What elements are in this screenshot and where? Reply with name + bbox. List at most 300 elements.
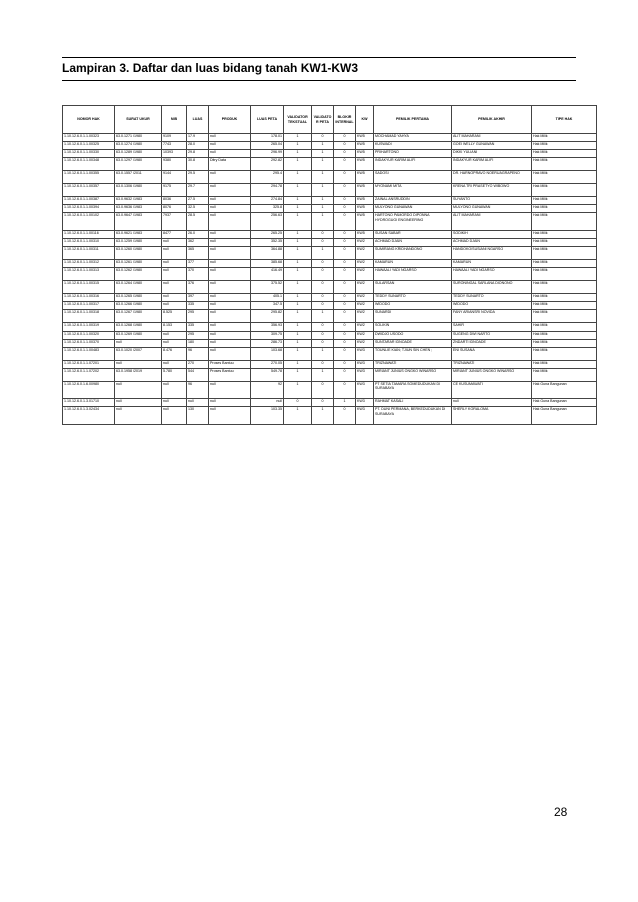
table-cell: 375.52 — [251, 281, 284, 294]
table-cell: SUNARDI — [374, 310, 452, 323]
table-cell: 1 — [284, 268, 312, 281]
table-cell: 1 — [284, 205, 312, 213]
table-cell: 1 — [312, 197, 334, 205]
table-cell: MIRIANT JUNIUS ONGKO WINARSO — [452, 368, 532, 381]
table-cell: KRENA TRI PRASETYO WIBOWO — [452, 184, 532, 197]
table-cell: 0 — [334, 239, 356, 247]
table-cell: null — [162, 294, 187, 302]
table-cell: Hak Milik — [532, 294, 597, 302]
table-cell: 296.99 — [251, 150, 284, 158]
table-cell: null — [209, 134, 251, 142]
table-cell: KW5 — [356, 171, 374, 184]
table-cell: 0 — [312, 302, 334, 310]
table-cell: 1.10.12.6.0.1.1.00317 — [63, 302, 115, 310]
table-cell: 63.0.1267 /1980 — [115, 310, 162, 323]
table-cell: 0 — [312, 260, 334, 268]
table-cell: 274.84 — [251, 197, 284, 205]
table-cell: 1 — [312, 142, 334, 150]
table-cell: KW3 — [356, 347, 374, 360]
table-cell: HAWAALI YADI NGARSO — [374, 268, 452, 281]
table-cell: 10393 — [162, 150, 187, 158]
table-cell: SAHIR — [452, 323, 532, 331]
table-cell: 309.75 — [251, 331, 284, 339]
column-header: NIB — [162, 106, 187, 134]
column-header: TIPE HAK — [532, 106, 597, 134]
table-cell: 63.0.1265 /1980 — [115, 294, 162, 302]
table-cell: Hak Milik — [532, 302, 597, 310]
table-cell: WIDODO — [374, 302, 452, 310]
table-cell: 0 — [312, 399, 334, 407]
column-header: PEMILIK PERTAMA — [374, 106, 452, 134]
table-cell: PT. DUNI PERMANA, BERKEDUDUKAN DI SURABAYA — [374, 407, 452, 425]
table-cell: 0 — [334, 230, 356, 238]
table-cell: 0 — [334, 184, 356, 197]
table-cell: ACHMAD DJAIN — [374, 239, 452, 247]
table-cell: 265.25 — [251, 230, 284, 238]
table-cell: Hak Milik — [532, 347, 597, 360]
table-cell: null — [209, 184, 251, 197]
table-cell: 0 — [334, 158, 356, 171]
table-cell: Hak Milik — [532, 171, 597, 184]
table-cell: 1 — [284, 294, 312, 302]
table-cell: 0 — [334, 407, 356, 425]
table-cell: 28.0 — [187, 142, 209, 150]
table-cell: 335 — [187, 302, 209, 310]
table-cell: MULYONO GUNAWAN — [374, 205, 452, 213]
table-cell: ACHMAD DJAIN — [452, 239, 532, 247]
table-cell: 63.0.1297 /1980 — [115, 158, 162, 171]
table-cell: Proses Bantuu — [209, 360, 251, 368]
table-cell: 63.0.1262 /1980 — [115, 268, 162, 281]
table-cell: 1 — [284, 281, 312, 294]
table-cell: null — [115, 381, 162, 399]
table-cell: 1.10.12.6.0.1.1.00312 — [63, 260, 115, 268]
table-cell: 1 — [284, 323, 312, 331]
table-cell: Hak Guna Bangunan — [532, 399, 597, 407]
table-cell: 1 — [284, 302, 312, 310]
table-cell: 397 — [187, 294, 209, 302]
table-cell: HANDOKO/SUSIANI NGARSO — [452, 247, 532, 260]
table-cell: 0 — [334, 360, 356, 368]
table-cell: 63.0.1274 /1980 — [115, 142, 162, 150]
table-cell: 1.10.12.6.0.1.6.00980 — [63, 381, 115, 399]
table-cell: 8076 — [162, 205, 187, 213]
table-cell: 294.78 — [251, 184, 284, 197]
table-cell: 103.68 — [251, 347, 284, 360]
table-cell: KW2 — [356, 294, 374, 302]
column-header: NOMOR HAK — [63, 106, 115, 134]
table-cell: TEDDY SUNARTO — [452, 294, 532, 302]
table-cell: TRIZNAWATI — [374, 360, 452, 368]
table-cell: 0 — [334, 331, 356, 339]
table-cell: Hak Milik — [532, 268, 597, 281]
table-cell: KAMARUN — [374, 260, 452, 268]
table-cell: null — [162, 360, 187, 368]
table-cell: 1 — [284, 407, 312, 425]
table-cell: null — [209, 331, 251, 339]
table-cell: 1.10.12.6.0.1.1.00330 — [63, 150, 115, 158]
table-row — [63, 184, 597, 197]
table-cell: 28.5 — [187, 213, 209, 231]
table-cell: null — [209, 171, 251, 184]
table-cell: 270 — [187, 360, 209, 368]
table-cell: KW2 — [356, 260, 374, 268]
table-cell: 347.5 — [251, 302, 284, 310]
table-cell: 1.10.12.6.0.1.1.00316 — [63, 294, 115, 302]
table-cell: 0 — [334, 310, 356, 323]
table-cell: 0 — [312, 360, 334, 368]
table-cell: ZAINAL ANSRUDDIN — [374, 197, 452, 205]
table-cell: KW2 — [356, 302, 374, 310]
table-cell: 17.9 — [187, 134, 209, 142]
table-cell: TEDDY SUNARTO — [374, 294, 452, 302]
table-row — [63, 323, 597, 331]
table-cell: 295 — [187, 331, 209, 339]
table-cell: 0 — [312, 230, 334, 238]
table-cell: KW2 — [356, 310, 374, 323]
table-cell: 1.10.12.6.0.1.1.00387 — [63, 197, 115, 205]
table-cell: KW5 — [356, 142, 374, 150]
table-cell: 1 — [284, 142, 312, 150]
table-cell: 1.10.12.6.0.1.1.07201 — [63, 360, 115, 368]
land-parcel-table — [62, 105, 597, 425]
table-cell: 0 — [334, 142, 356, 150]
table-cell: 0 — [312, 294, 334, 302]
title-rule-top — [62, 57, 576, 58]
table-cell: 405.1 — [251, 294, 284, 302]
table-cell: DR. HARNOPRAVO NOERUAGRAPENO — [452, 171, 532, 184]
table-cell: 0 — [334, 302, 356, 310]
table-cell: 1.10.12.6.0.1.3.02434 — [63, 407, 115, 425]
column-header: KW — [356, 106, 374, 134]
table-row — [63, 260, 597, 268]
table-cell: null — [187, 399, 209, 407]
table-cell: SOLIKIN — [374, 323, 452, 331]
table-cell: PT SETIA TAMARA SOMEDUDUKAN DI SURABAYA — [374, 381, 452, 399]
table-cell: 370 — [187, 268, 209, 281]
table-cell: 1.10.12.6.0.1.1.00318 — [63, 310, 115, 323]
table-cell: 1 — [312, 310, 334, 323]
table-cell: 1 — [312, 150, 334, 158]
table-cell: 29.5 — [187, 171, 209, 184]
column-header: SURAT UKUR — [115, 106, 162, 134]
table-cell: 63.0.1268 /1980 — [115, 323, 162, 331]
table-cell: 1.10.12.6.0.1.1.00310 — [63, 239, 115, 247]
table-cell: 1 — [284, 184, 312, 197]
table-cell: HAWAALI YADI NGARSO — [452, 268, 532, 281]
table-cell: null — [115, 399, 162, 407]
table-row — [63, 150, 597, 158]
table-cell: Hak Milik — [532, 360, 597, 368]
table-cell: Hak Milik — [532, 239, 597, 247]
table-cell: 9380 — [162, 158, 187, 171]
table-cell: Hak Milik — [532, 339, 597, 347]
table-cell: 1 — [284, 360, 312, 368]
table-cell: 270.05 — [251, 360, 284, 368]
table-cell: SUYANTO — [452, 197, 532, 205]
table-cell: 9144 — [162, 171, 187, 184]
table-cell: TOUNLIE KIAN; TJIUN SIN CHEN ; — [374, 347, 452, 360]
table-cell: 1 — [284, 230, 312, 238]
table-cell: 1 — [284, 339, 312, 347]
table-cell: KW5 — [356, 197, 374, 205]
table-cell: 30.8 — [187, 158, 209, 171]
table-cell: null — [115, 360, 162, 368]
table-cell: SULARSAN — [374, 281, 452, 294]
table-cell: 1.10.12.6.0.1.1.00323 — [63, 134, 115, 142]
table-cell: Hak Milik — [532, 247, 597, 260]
table-cell: FANY ARIANSRI NOVIDA — [452, 310, 532, 323]
table-cell: KW5 — [356, 213, 374, 231]
table-cell: 63.0.1557 /2011 — [115, 171, 162, 184]
table-cell: null — [209, 407, 251, 425]
table-cell: 0 — [334, 260, 356, 268]
table-cell: 1 — [334, 399, 356, 407]
table-cell: SHERLY KORALOMA — [452, 407, 532, 425]
table-cell: 1.10.12.6.0.1.1.00355 — [63, 171, 115, 184]
table-cell: Ditry Data — [209, 158, 251, 171]
table-cell: null — [209, 213, 251, 231]
table-cell: 1 — [312, 205, 334, 213]
table-cell: 416.49 — [251, 268, 284, 281]
table-cell: KW5 — [356, 230, 374, 238]
table-cell: 295 — [187, 310, 209, 323]
table-cell: ALIT MAHARANI — [452, 213, 532, 231]
table-cell: 63.0.1020 /2007 — [115, 347, 162, 360]
table-cell: MYONAMI MITA — [374, 184, 452, 197]
table-cell: 1.10.12.6.0.1.1.00319 — [63, 323, 115, 331]
table-cell: KW3 — [356, 407, 374, 425]
table-cell: 385.68 — [251, 260, 284, 268]
table-cell: 0 — [334, 197, 356, 205]
table-cell: GOEI WELLY GUNAWAN — [452, 142, 532, 150]
table-cell: 0 — [312, 134, 334, 142]
table-cell: 92 — [251, 381, 284, 399]
table-cell: 8477 — [162, 230, 187, 238]
table-cell: null — [162, 268, 187, 281]
table-cell: Hak Milik — [532, 197, 597, 205]
table-cell: 0 — [312, 323, 334, 331]
table-cell: ENI SUSANA — [452, 347, 532, 360]
table-cell: DIKKI YULIANI — [452, 150, 532, 158]
table-cell: 26.0 — [187, 230, 209, 238]
table-cell: 0 — [312, 331, 334, 339]
table-cell: 0 — [334, 213, 356, 231]
table-cell: HARTONO PAMORDO DIPONNA HYDROGUGI ENGINEERING — [374, 213, 452, 231]
column-header: VALIDATOR PETA — [312, 106, 334, 134]
table-cell: null — [209, 247, 251, 260]
table-cell: INDAKYUR KARIM ALIFI — [374, 158, 452, 171]
column-header: LUAS PETA — [251, 106, 284, 134]
table-cell: KW5 — [356, 205, 374, 213]
table-row — [63, 407, 597, 425]
table-cell: Hak Milik — [532, 213, 597, 231]
table-cell: 63.0.1269 /1980 — [115, 331, 162, 339]
table-cell: 63.0.9632 /1983 — [115, 197, 162, 205]
table-cell: null — [162, 399, 187, 407]
table-body — [63, 134, 597, 425]
table-cell: KW2 — [356, 331, 374, 339]
table-cell: 0 — [334, 205, 356, 213]
table-cell: 0 — [312, 268, 334, 281]
table-cell: 0 — [284, 399, 312, 407]
table-cell: null — [209, 339, 251, 347]
table-cell: SADOSI — [374, 171, 452, 184]
table-cell: 0 — [334, 323, 356, 331]
table-row — [63, 347, 597, 360]
table-cell: Hak Milik — [532, 184, 597, 197]
table-cell: null — [209, 150, 251, 158]
table-cell: Hak Milik — [532, 310, 597, 323]
table-cell: 0 — [334, 134, 356, 142]
table-cell: 0 — [334, 347, 356, 360]
table-cell: 1.10.12.6.0.1.1.00370 — [63, 339, 115, 347]
table-cell: 1 — [284, 381, 312, 399]
table-cell: 1.10.12.6.0.1.1.00102 — [63, 213, 115, 231]
table-cell: PRIHARTONO — [374, 150, 452, 158]
table-cell: KW2 — [356, 239, 374, 247]
table-cell: 0 — [334, 247, 356, 260]
table-cell: null — [115, 339, 162, 347]
table-cell: null — [209, 197, 251, 205]
table-cell: KW2 — [356, 281, 374, 294]
table-cell: null — [209, 281, 251, 294]
table-cell: 29.8 — [187, 150, 209, 158]
table-cell: SUSAN SABAR — [374, 230, 452, 238]
table-cell: 63.0.9621 /1983 — [115, 230, 162, 238]
title-rule-bottom — [62, 80, 576, 81]
table-cell: 544 — [187, 368, 209, 381]
table-cell: null — [162, 239, 187, 247]
table-cell: null — [162, 339, 187, 347]
table-cell: KW2 — [356, 268, 374, 281]
table-cell: 549.78 — [251, 368, 284, 381]
table-cell: null — [209, 302, 251, 310]
table-cell: KW3 — [356, 381, 374, 399]
table-cell: 180 — [187, 339, 209, 347]
table-cell: 8.476 — [162, 347, 187, 360]
table-cell: 5.780 — [162, 368, 187, 381]
table-row — [63, 158, 597, 171]
table-cell: 1.10.12.6.0.1.1.00325 — [63, 142, 115, 150]
table-cell: 295.82 — [251, 310, 284, 323]
table-cell: 1 — [312, 213, 334, 231]
table-row — [63, 399, 597, 407]
page-title: Lampiran 3. Daftar dan luas bidang tanah KW1-KW3 — [62, 61, 359, 75]
table-cell: 1 — [284, 134, 312, 142]
table-cell: KUSWADI — [374, 142, 452, 150]
table-cell: 295.4 — [251, 171, 284, 184]
table-cell: 96 — [187, 381, 209, 399]
table-header-row — [63, 106, 597, 134]
table-cell: KW3 — [356, 360, 374, 368]
table-row — [63, 171, 597, 184]
table-cell: null — [162, 331, 187, 339]
table-cell: 1 — [284, 260, 312, 268]
table-cell: Hak Milik — [532, 331, 597, 339]
table-cell: 1 — [284, 158, 312, 171]
table-cell: KW2 — [356, 339, 374, 347]
table-cell: null — [162, 247, 187, 260]
table-cell: null — [209, 268, 251, 281]
table-cell: 1 — [284, 239, 312, 247]
table-row — [63, 339, 597, 347]
table-cell: 365 — [187, 247, 209, 260]
table-cell: 7937 — [162, 213, 187, 231]
table-cell: 1 — [284, 213, 312, 231]
table-row — [63, 213, 597, 231]
table-cell: null — [162, 407, 187, 425]
table-row — [63, 294, 597, 302]
table-cell: 1.10.12.6.0.1.1.07202 — [63, 368, 115, 381]
table-cell: 63.0.1266 /1980 — [115, 302, 162, 310]
table-cell: null — [162, 260, 187, 268]
table-cell: 1 — [284, 150, 312, 158]
table-cell: 1 — [312, 368, 334, 381]
column-header: BLOKIR INTERNAL — [334, 106, 356, 134]
table-cell: KW5 — [356, 134, 374, 142]
table-cell: null — [115, 407, 162, 425]
table-cell: CE KUSUMAWATI — [452, 381, 532, 399]
table-cell: 63.0.1264 /1980 — [115, 281, 162, 294]
table-cell: KW2 — [356, 323, 374, 331]
table-cell: SUNTARAR IDNOADE — [374, 339, 452, 347]
table-cell: 1.10.12.6.0.1.1.00483 — [63, 347, 115, 360]
table-cell: Hak Guna Bangunan — [532, 407, 597, 425]
table-cell: 0 — [334, 368, 356, 381]
table-cell: KAMARUN — [452, 260, 532, 268]
table-cell: 376 — [187, 281, 209, 294]
table-cell: 377 — [187, 260, 209, 268]
table-cell: 1.10.12.6.0.1.1.00311 — [63, 247, 115, 260]
table-cell: 362 — [187, 239, 209, 247]
table-cell: null — [209, 381, 251, 399]
table-cell: RAHMAT KASALI — [374, 399, 452, 407]
table-cell: TRIZNAWATI — [452, 360, 532, 368]
table-cell: WIDODO — [452, 302, 532, 310]
column-header: VALIDATOR TEKSTUAL — [284, 106, 312, 134]
table-cell: 63.0.1261 /1980 — [115, 260, 162, 268]
table-cell: 29.7 — [187, 184, 209, 197]
table-cell: SURONINGAL SARLANA DIONONO — [452, 281, 532, 294]
table-cell: 1 — [284, 368, 312, 381]
table-cell: null — [209, 260, 251, 268]
table-cell: 286.73 — [251, 339, 284, 347]
table-cell: 8.525 — [162, 310, 187, 323]
table-cell: null — [209, 310, 251, 323]
table-cell: 1 — [284, 347, 312, 360]
table-cell: 1.10.12.6.0.1.1.00357 — [63, 184, 115, 197]
table-cell: 1 — [312, 347, 334, 360]
table-cell: null — [162, 302, 187, 310]
table-cell: 292.82 — [251, 158, 284, 171]
table-cell: null — [209, 347, 251, 360]
table-cell: null — [452, 399, 532, 407]
table-row — [63, 197, 597, 205]
table-row — [63, 331, 597, 339]
table-cell: 0 — [312, 239, 334, 247]
table-cell: 1.10.12.6.0.1.3.01710 — [63, 399, 115, 407]
table-row — [63, 368, 597, 381]
table-cell: null — [209, 323, 251, 331]
table-row — [63, 360, 597, 368]
table-row — [63, 247, 597, 260]
table-row — [63, 239, 597, 247]
table-cell: Hak Milik — [532, 205, 597, 213]
table-cell: 0 — [334, 339, 356, 347]
table-cell: Hak Milik — [532, 142, 597, 150]
table-cell: 96 — [187, 347, 209, 360]
